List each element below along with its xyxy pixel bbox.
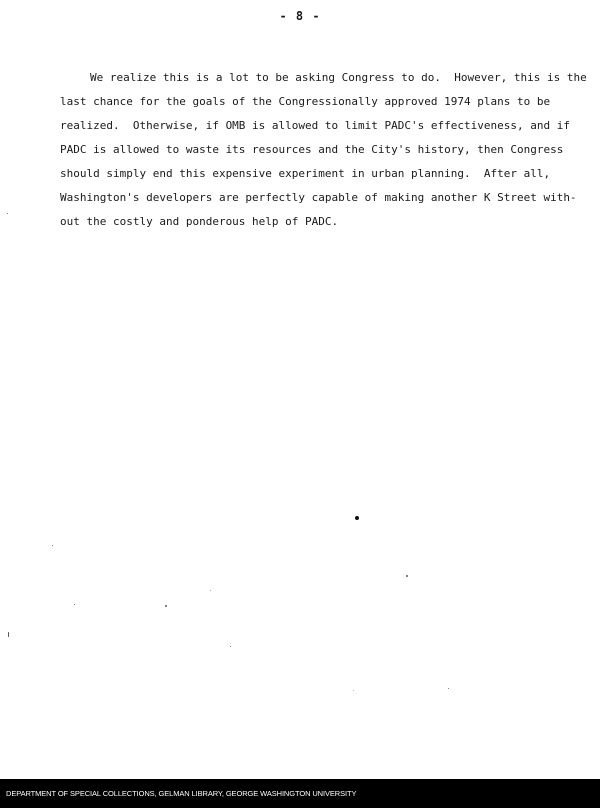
scan-speck: [210, 590, 211, 591]
scan-speck: [406, 575, 408, 577]
scan-speck: [7, 213, 8, 214]
paragraph-line: Washington's developers are perfectly capable of making another K Street with-: [60, 191, 577, 204]
scan-speck: [74, 604, 75, 605]
footer-credit: DEPARTMENT OF SPECIAL COLLECTIONS, GELMAN LIBRARY, GEORGE WASHINGTON UNIVERSITY: [6, 789, 357, 798]
body-paragraph: [60, 66, 587, 234]
footer-bar: [0, 779, 600, 808]
scan-speck: [355, 516, 359, 520]
scan-speck: [448, 688, 449, 689]
scan-speck: [353, 690, 354, 691]
paragraph-line: realized. Otherwise, if OMB is allowed to limit PADC's effectiveness, and if: [60, 119, 570, 132]
page-number: - 8 -: [279, 9, 321, 23]
scan-speck: [8, 632, 9, 637]
scan-speck: [230, 646, 231, 647]
paragraph-line: last chance for the goals of the Congressionally approved 1974 plans to be: [60, 95, 551, 108]
paragraph-line: should simply end this expensive experiment in urban planning. After all,: [60, 167, 551, 180]
paragraph-line: We realize this is a lot to be asking Congress to do. However, this is the: [90, 71, 587, 84]
paragraph-line: PADC is allowed to waste its resources and the City's history, then Congress: [60, 143, 564, 156]
scan-speck: [52, 545, 53, 546]
scan-speck: [165, 605, 167, 607]
paragraph-line: out the costly and ponderous help of PADC.: [60, 215, 339, 228]
